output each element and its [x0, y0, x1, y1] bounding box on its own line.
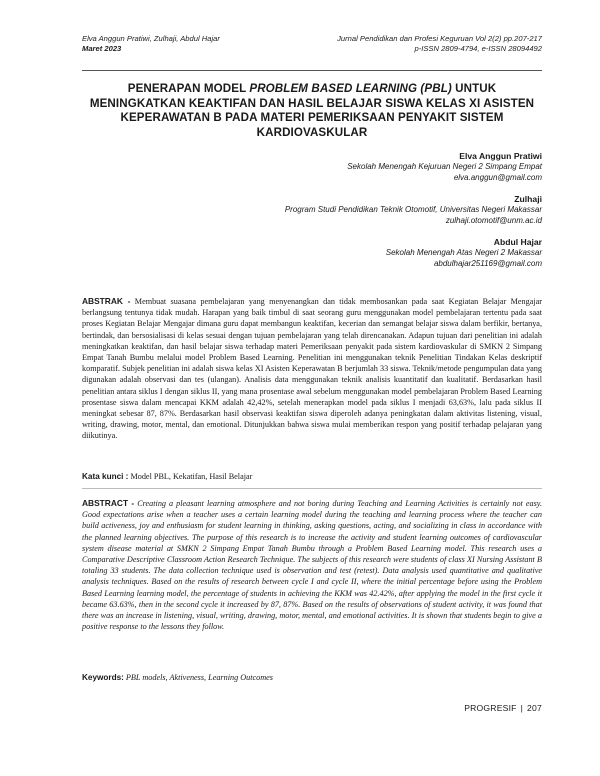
author-affiliation: Program Studi Pendidikan Teknik Otomotif, Universitas Negeri Makassar	[284, 205, 542, 214]
keywords-value: PBL models, Aktiveness, Learning Outcomes	[123, 673, 273, 682]
author-affiliation: Sekolah Menengah Kejuruan Negeri 2 Simpang Empat	[347, 162, 542, 171]
header-rule	[82, 70, 542, 71]
footer-journal: PROGRESIF	[464, 703, 517, 713]
author-name: Zulhaji	[514, 194, 542, 204]
title-part-3: UNTUK MENINGKATKAN KEAKTIFAN DAN HASIL BELAJAR SISWA KELAS XI ASISTEN KEPERAWATAN B PADA MATERI PEMERIKSAAN PENYAKIT SISTEM KARDIOVASKULAR	[89, 82, 535, 139]
header-journal: Jurnal Pendidikan dan Profesi Keguruan Vol 2(2) pp.207-217	[337, 34, 542, 43]
author-affiliation: Sekolah Menengah Atas Negeri 2 Makassar	[385, 248, 542, 257]
keywords-indonesian	[82, 472, 542, 481]
author-2	[142, 193, 542, 226]
header-date: Maret 2023	[82, 44, 122, 53]
page-footer	[464, 703, 542, 713]
abstract-english	[82, 498, 542, 632]
author-email[interactable]: zulhaji.otomotif@unm.ac.id	[445, 215, 542, 225]
keywords-value: Model PBL, Kekatifan, Hasil Belajar	[128, 472, 253, 481]
author-block	[142, 150, 542, 279]
footer-separator: |	[520, 703, 524, 713]
abstract-label: ABSTRAK -	[82, 296, 131, 306]
keywords-label: Kata kunci :	[82, 472, 129, 481]
author-3	[142, 236, 542, 269]
title-part-2: PROBLEM BASED LEARNING (PBL)	[249, 82, 452, 95]
abstract-text: Membuat suasana pembelajaran yang menyenangkan dan tidak membosankan pada saat Kegiatan Belajar Mengajar berlangsung tentunya tidak mudah. Harapan yang baik timbul di saat seorang guru menggunakan model pembelajaran tertentu pada saat proses Kegiatan Belajar Mengajar dimana guru dapat membangun keaktifan, kecerian dan semangat belajar siswa dalam berfikir, bertanya, bertindak, dan bersosialisasi di kelas sesuai dengan tujuan pembelajaran yang telah direncanakan. Adapun tujuan dari penelitian ini adalah meningkatkan keaktifan, dan hasil belajar siswa terhadap materi Pemeriksaan penyakit pada sistem kardiovaskular di SMKN 2 Simpang Empat Tanah Bumbu melalui model Problem Based Learning. Penelitian ini menggunakan teknik Penelitian Tindakan Kelas deskriptif komparatif. Subjek penelitian ini adalah siswa kelas XI Asisten Keperawatan B berjumlah 33 siswa. Teknik/metode pengumpulan data yang digunakan adalah observasi dan tes (ulangan). Analisis data menggunakan teknik analisis kuantitatif dan kualitatif. Berdasarkan hasil penelitian antara siklus I dengan siklus II, yang mana prosentase awal sebelum menggunakan model pembelajaran Problem Based Learning prosentase siswa dalam mencapai KKM adalah 42,42%, setelah menerapkan model pada siklus I menjadi 63,63%, lalu pada siklus II meningkat sebesar 87, 87%. Berdasarkan hasil observasi keaktifan siswa diperoleh adanya peningkatan dalam aktivitas listening, visual, writing, drawing, motor, mental, dan emotional. Ditunjukkan bahwa siswa mulai memberikan respon yang positif terhadap pelajaran yang diikutinya.	[82, 297, 542, 441]
abstract-text: Creating a pleasant learning atmosphere and not boring during Teaching and Learning Activities is certainly not easy. Good expectations arise when a teacher uses a certain learning model during the teaching and learning process where the teacher can build activeness, joy and enthusiasm for student learning in thinking, asking questions, acting, and socializing in class in accordance with the planned learning objectives. The purpose of this research is to increase the activity and student learning outcomes of cardiovascular system disease material at SMKN 2 Simpang Empat Tanah Bumbu through a Problem Based Learning model. This research uses a Comparative Descriptive Classroom Action Research Technique. The subjects of this research were students of class XI Nursing Assistant B totaling 33 students. The data collection technique used is observation and test (retest). Data analysis used quantitative and qualitative analysis techniques. Based on the results of research between cycle I and cycle II, where the initial percentage before using the Problem Based Learning learning model, the percentage of students in achieving the KKM was 42.42%, after applying the model in the first cycle it became 63.63%, then in the second cycle it increased by 87, 87%. Based on the results of observations of student activity, it was found that there was an increase in listening, visual, writing, drawing, motor, mental, and emotional activities. It is shown that students begin to give a positive response to the lessons they follow.	[82, 499, 542, 632]
header-authors: Elva Anggun Pratiwi, Zulhaji, Abdul Hajar	[82, 34, 220, 43]
running-header-right	[337, 34, 542, 54]
title-part-1: PENERAPAN MODEL	[127, 82, 250, 95]
abstract-label: ABSTRACT -	[82, 498, 135, 508]
author-name: Abdul Hajar	[493, 237, 542, 247]
header-issn: p-ISSN 2809-4794, e-ISSN 28094492	[414, 44, 542, 53]
keywords-label: Keywords:	[82, 673, 124, 682]
keywords-english	[82, 673, 542, 682]
author-1	[142, 150, 542, 183]
running-header-left	[82, 34, 220, 54]
paper-title	[82, 82, 542, 140]
author-email[interactable]: elva.anggun@gmail.com	[453, 172, 542, 182]
author-name: Elva Anggun Pratiwi	[459, 151, 542, 161]
abstract-divider	[82, 488, 542, 489]
author-email[interactable]: abdulhajar251169@gmail.com	[433, 258, 542, 268]
page-number: 207	[527, 703, 542, 713]
abstract-indonesian	[82, 296, 542, 442]
